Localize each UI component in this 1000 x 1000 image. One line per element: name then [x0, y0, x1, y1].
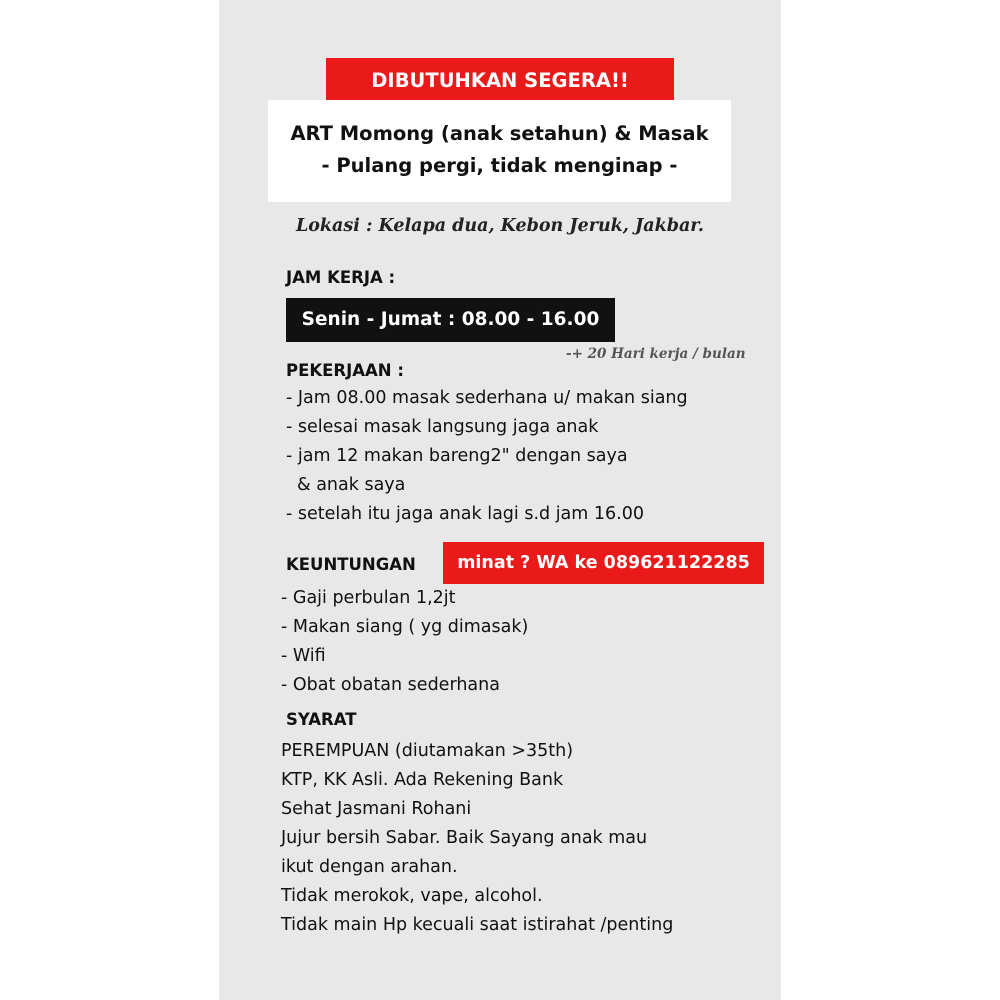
title-card: [268, 100, 731, 202]
requirement-item: Jujur bersih Sabar. Baik Sayang anak mau: [281, 828, 648, 848]
benefit-item: - Obat obatan sederhana: [281, 675, 500, 695]
requirement-item: ikut dengan arahan.: [281, 857, 458, 877]
requirement-item: Tidak main Hp kecuali saat istirahat /penting: [281, 915, 674, 935]
duties-heading: PEKERJAAN :: [286, 361, 404, 380]
benefit-item: - Wifi: [281, 646, 326, 666]
duty-item: & anak saya: [297, 475, 406, 495]
benefit-item: - Gaji perbulan 1,2jt: [281, 588, 456, 608]
job-subtitle: - Pulang pergi, tidak menginap -: [321, 154, 678, 177]
work-hours-heading: JAM KERJA :: [286, 268, 396, 287]
duty-item: - jam 12 makan bareng2" dengan saya: [286, 446, 628, 466]
whatsapp-contact-badge: minat ? WA ke 089621122285: [443, 542, 764, 584]
job-title: ART Momong (anak setahun) & Masak: [290, 122, 709, 145]
duty-item: - setelah itu jaga anak lagi s.d jam 16.00: [286, 504, 644, 524]
benefits-heading: KEUNTUNGAN: [286, 555, 416, 574]
requirement-item: PEREMPUAN (diutamakan >35th): [281, 741, 574, 761]
duty-item: - selesai masak langsung jaga anak: [286, 417, 599, 437]
location-text: Lokasi : Kelapa dua, Kebon Jeruk, Jakbar.: [295, 216, 705, 236]
requirement-item: Sehat Jasmani Rohani: [281, 799, 472, 819]
urgent-banner: DIBUTUHKAN SEGERA!!: [326, 58, 674, 104]
requirement-item: KTP, KK Asli. Ada Rekening Bank: [281, 770, 564, 790]
work-days-note: -+ 20 Hari kerja / bulan: [566, 346, 746, 362]
requirements-heading: SYARAT: [286, 710, 357, 729]
benefit-item: - Makan siang ( yg dimasak): [281, 617, 529, 637]
work-hours-badge: Senin - Jumat : 08.00 - 16.00: [286, 298, 615, 342]
requirement-item: Tidak merokok, vape, alcohol.: [281, 886, 543, 906]
duty-item: - Jam 08.00 masak sederhana u/ makan siang: [286, 388, 688, 408]
